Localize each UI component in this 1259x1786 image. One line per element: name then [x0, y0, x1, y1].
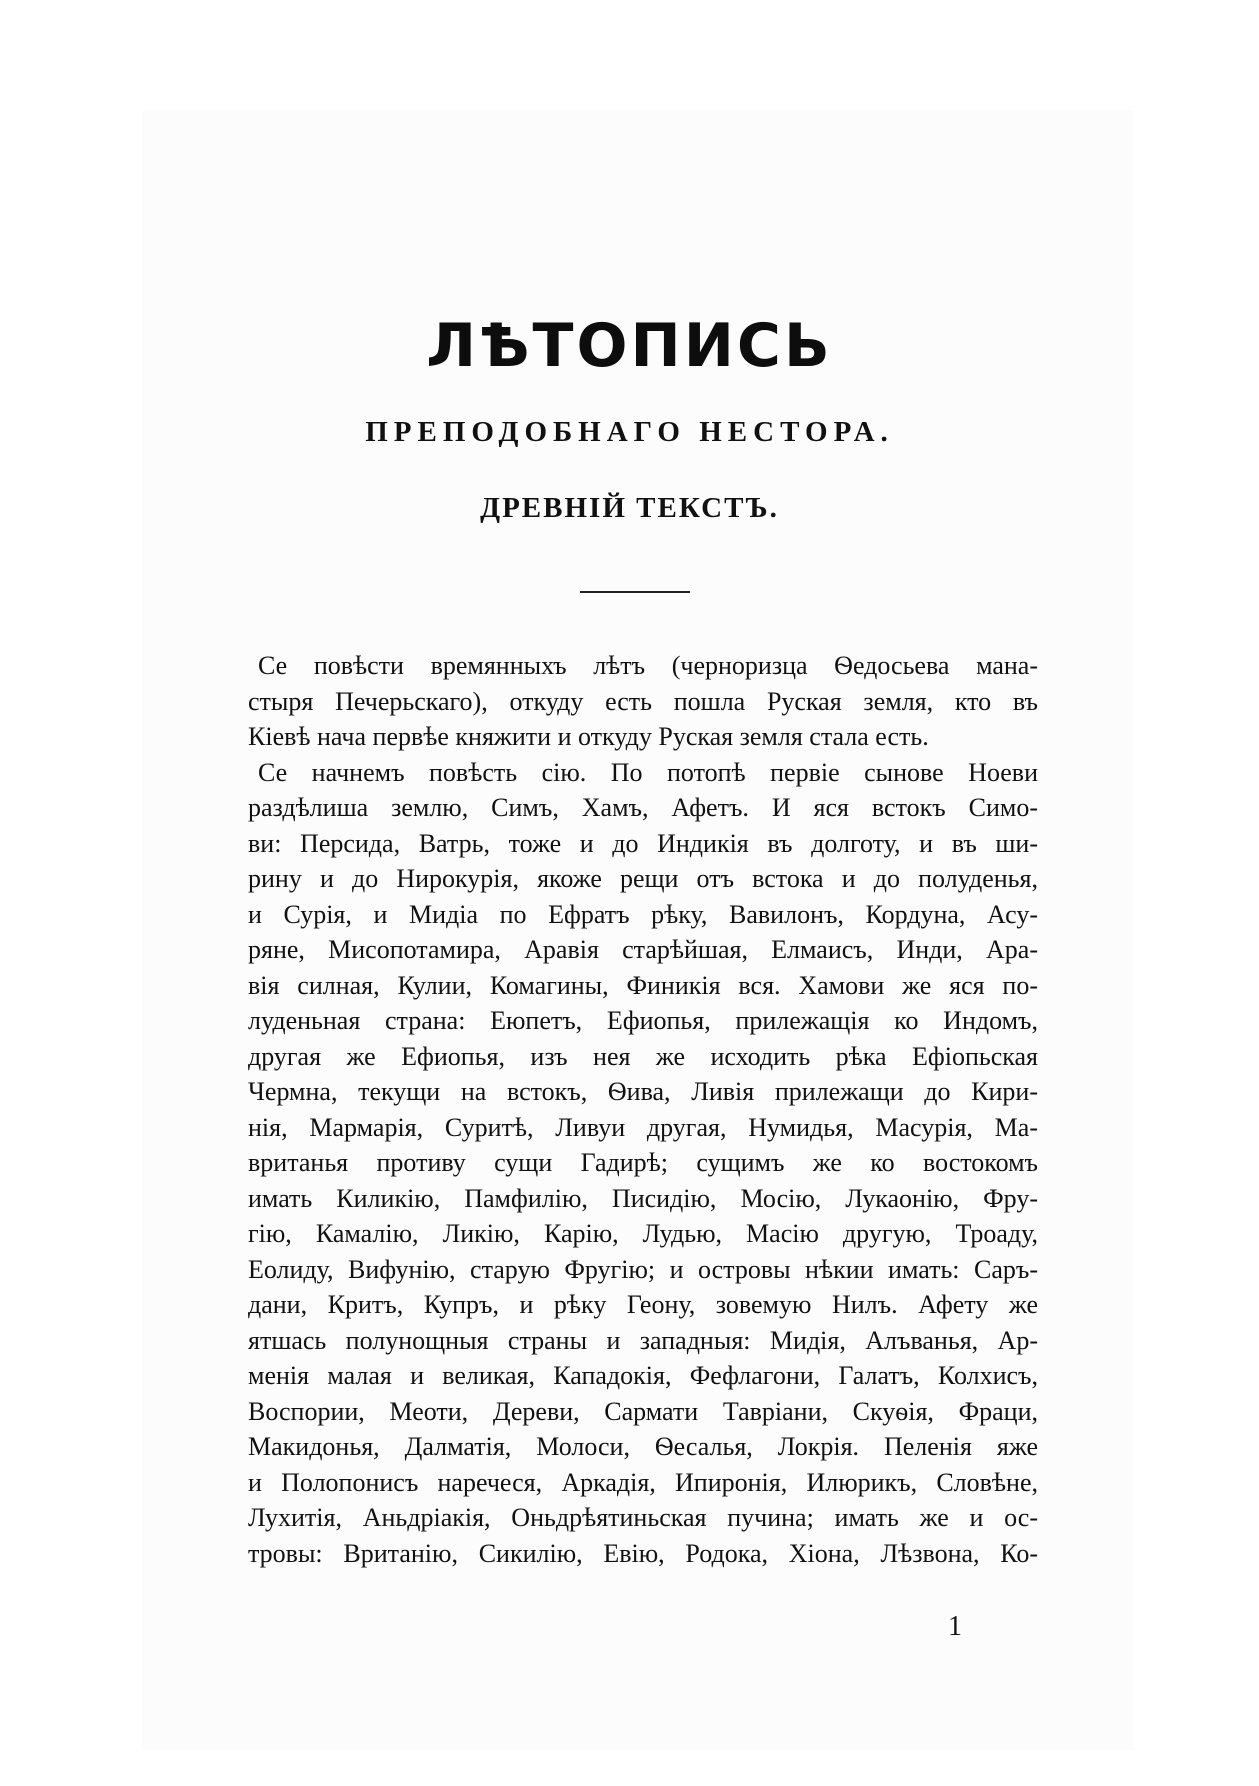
text-line: гію, Камалію, Ликію, Карію, Лудью, Масію другую, Троаду, — [248, 1219, 1038, 1248]
text-line: раздѣлиша землю, Симъ, Хамъ, Афетъ. И яся встокъ Симо- — [248, 793, 1038, 822]
text-line: луденьная страна: Еюпетъ, Ефиопья, прилежащія ко Индомъ, — [248, 1006, 1038, 1035]
text-line: ряне, Мисопотамира, Аравія старѣйшая, Елмаисъ, Инди, Ара- — [248, 935, 1038, 964]
subtitle: ПРЕПОДОБНАГО НЕСТОРА. — [365, 416, 894, 448]
text-line: имать Киликію, Памфилію, Писидію, Мосію, Лукаонію, Фру- — [248, 1183, 1038, 1213]
text-line: Чермна, текущи на встокъ, Ѳива, Ливія прилежащи до Кири- — [248, 1077, 1038, 1106]
text-line: Се повѣсти времянныхъ лѣтъ (черноризца Ѳедосьева мана- — [258, 651, 1038, 680]
text-line: Еолиду, Вифунію, старую Фругію; и островы нѣкии имать: Саръ- — [248, 1254, 1038, 1284]
text-line: Кіевѣ нача первѣе княжити и откуду Руская земля стала есть. — [248, 722, 929, 751]
divider-rule — [580, 591, 690, 593]
text-line: Се начнемъ повѣсть сію. По потопѣ первіе сынове Ноеви — [258, 757, 1038, 787]
page-number: 1 — [948, 1611, 962, 1642]
subtitle-ancient-text: ДРЕВНІЙ ТЕКСТЪ. — [480, 492, 779, 524]
text-line: ятшась полунощныя страны и западныя: Мидія, Алъванья, Ар- — [248, 1325, 1038, 1355]
text-line: менія малая и великая, Кападокія, Фефлагони, Галатъ, Колхисъ, — [248, 1361, 1038, 1390]
text-line: Лухитія, Аньдріакія, Оньдрѣятиньская пучина; имать же и ос- — [248, 1503, 1038, 1532]
text-line: и Полопонисъ наречеся, Аркадія, Ипиронія, Илюрикъ, Словѣне, — [248, 1467, 1038, 1497]
text-line: Макидонья, Далматія, Молоси, Ѳесалья, Локрія. Пеленія яже — [248, 1432, 1038, 1461]
text-line: нія, Мармарія, Суритѣ, Ливуи другая, Нумидья, Масурія, Ма- — [248, 1112, 1038, 1142]
text-line: рину и до Нирокурія, якоже рещи отъ встока и до полуденья, — [248, 864, 1038, 893]
text-line: вія силная, Кулии, Комагины, Финикія вся. Хамови же яся по- — [248, 970, 1038, 1000]
text-line: дани, Критъ, Купръ, и рѣку Геону, зовемую Нилъ. Афету же — [248, 1290, 1038, 1319]
text-line: тровы: Вританію, Сикилію, Евію, Родока, Хіона, Лѣзвона, Ко- — [248, 1538, 1038, 1568]
text-line: и Сурія, и Мидіа по Ефратъ рѣку, Вавилонъ, Кордуна, Асу- — [248, 899, 1038, 929]
text-line: Воспории, Меоти, Дереви, Сармати Тавріани, Скуѳія, Фраци, — [248, 1396, 1038, 1426]
text-line: ви: Персида, Ватрь, тоже и до Индикія въ долготу, и въ ши- — [248, 828, 1038, 858]
text-line: стыря Печерьскаго), откуду есть пошла Руская земля, кто въ — [248, 686, 1038, 716]
body-text — [248, 648, 1038, 1571]
text-line: вританья противу сущи Гадирѣ; сущимъ же ко востокомъ — [248, 1148, 1038, 1177]
text-line: другая же Ефиопья, изъ нея же исходить рѣка Ефіопьская — [248, 1041, 1038, 1071]
page-title: ЛѢТОПИСЬ — [426, 311, 833, 381]
